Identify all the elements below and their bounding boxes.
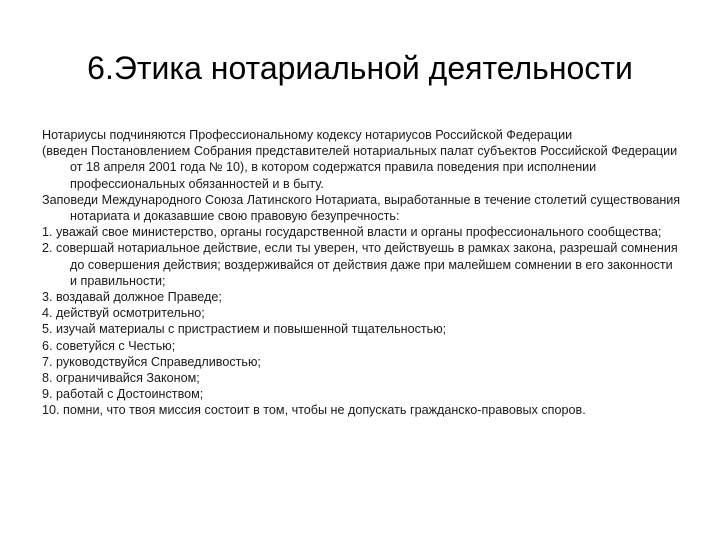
commandment-item: 9. работай с Достоинством; bbox=[42, 387, 204, 402]
commandment-item: 6. советуйся с Честью; bbox=[42, 338, 176, 353]
commandment-item: 8. ограничивайся Законом; bbox=[42, 371, 200, 386]
commandment-item: 10. помни, что твоя миссия состоит в том, чтобы не допускать гражданско-правовых споров. bbox=[42, 403, 586, 418]
intro-paragraph: Нотариусы подчиняются Профессиональному кодексу нотариусов Российской Федерации bbox=[42, 128, 573, 142]
commandment-item: 2. совершай нотариальное действие, если ты уверен, что действуешь в рамках закона, разрешай сомнения до совершения действия; воздерживайся от действия даже при малейшем сомнении в его законности и правильности; bbox=[42, 241, 678, 288]
commandment-item: 5. изучай материалы с пристрастием и повышенной тщательностью; bbox=[42, 322, 447, 337]
commandment-item: 3. воздавай должное Праведе; bbox=[42, 290, 222, 305]
slide-body bbox=[42, 127, 682, 419]
commandment-item: 7. руководствуйся Справедливостью; bbox=[42, 354, 261, 369]
slide-title: 6.Этика нотариальной деятельности bbox=[87, 50, 633, 86]
code-reference-paragraph: (введен Постановлением Собрания представителей нотариальных палат субъектов Российской Федерации от 18 апреля 2001 года № 10), в котором содержатся правила поведения при исполнении профессиональных обязанностей и в быту. bbox=[42, 144, 678, 191]
commandments-intro-paragraph: Заповеди Международного Союза Латинского Нотариата, выработанные в течение столетий существования нотариата и доказавшие свою правовую безупречность: bbox=[42, 192, 681, 224]
commandment-item: 4. действуй осмотрительно; bbox=[42, 306, 205, 321]
commandment-item: 1. уважай свое министерство, органы государственной власти и органы профессионального сообщества; bbox=[42, 225, 662, 240]
